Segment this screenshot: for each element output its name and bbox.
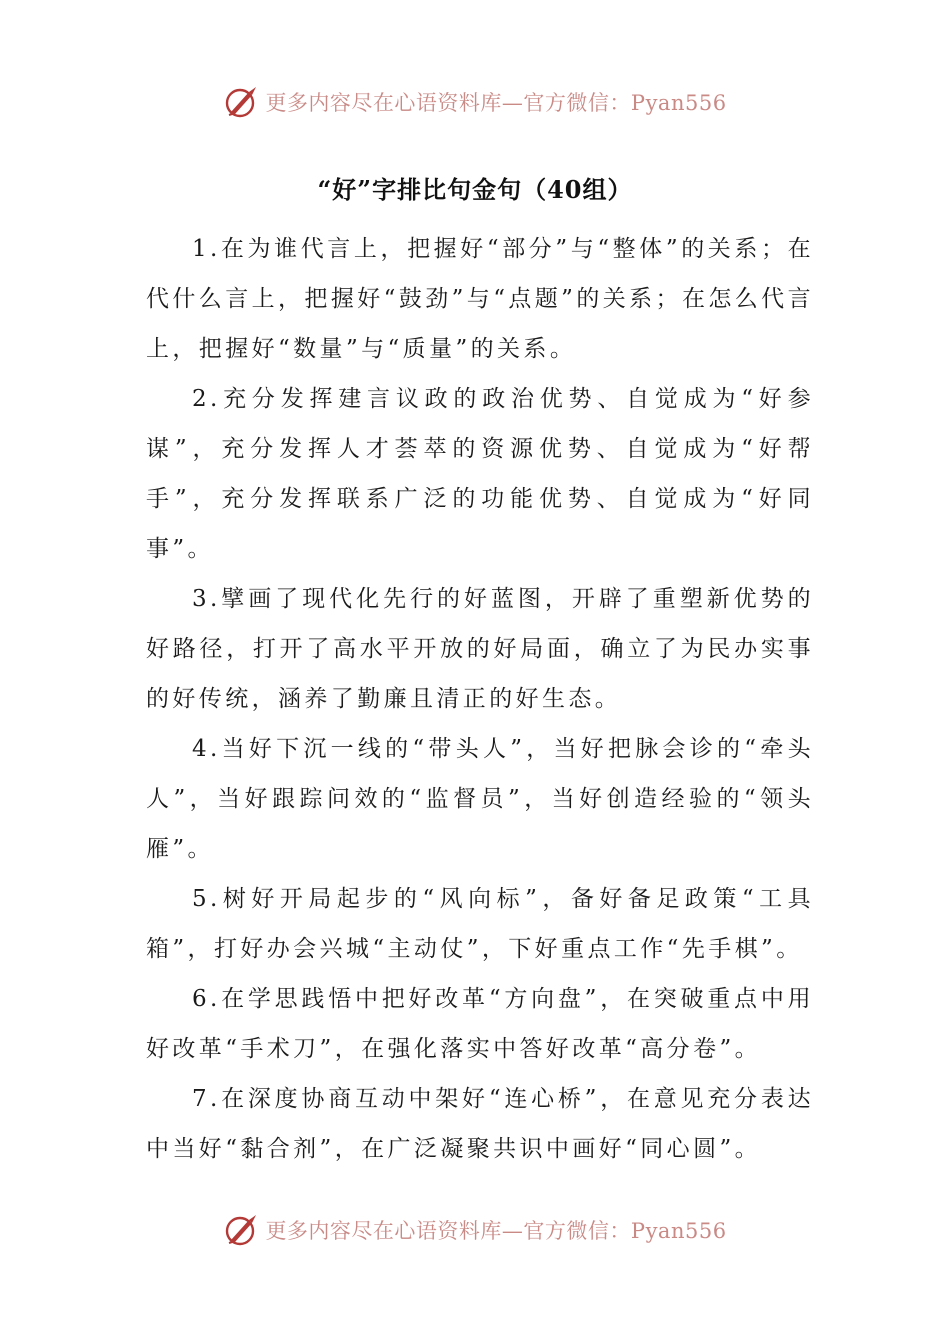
paragraph-4: 4.当好下沉一线的“带头人”，当好把脉会诊的“牵头人”，当好跟踪问效的“监督员”，当好创造经验的“领头雁”。 xyxy=(146,736,814,862)
banner-text: 更多内容尽在心语资料库—官方微信：Pyan556 xyxy=(265,1219,727,1243)
paragraph-3: 3.擘画了现代化先行的好蓝图，开辟了重塑新优势的好路径，打开了高水平开放的好局面，确立了为民办实事的好传统，涵养了勤廉且清正的好生态。 xyxy=(146,586,814,712)
paragraph-2: 2.充分发挥建言议政的政治优势、自觉成为“好参谋”，充分发挥人才荟萃的资源优势、自觉成为“好帮手”，充分发挥联系广泛的功能优势、自觉成为“好同事”。 xyxy=(146,386,814,562)
banner-text: 更多内容尽在心语资料库—官方微信：Pyan556 xyxy=(265,91,727,115)
paragraph-1: 1.在为谁代言上，把握好“部分”与“整体”的关系；在代什么言上，把握好“鼓劲”与“点题”的关系；在怎么代言上，把握好“数量”与“质量”的关系。 xyxy=(146,236,814,362)
quill-pen-circle-icon xyxy=(223,1212,259,1248)
quill-pen-circle-icon xyxy=(223,84,259,120)
paragraph-7: 7.在深度协商互动中架好“连心桥”，在意见充分表达中当好“黏合剂”，在广泛凝聚共识中画好“同心圆”。 xyxy=(146,1086,814,1162)
paragraph-5: 5.树好开局起步的“风向标”，备好备足政策“工具箱”，打好办会兴城“主动仗”，下好重点工作“先手棋”。 xyxy=(146,886,814,962)
footer-watermark-banner xyxy=(0,1208,950,1252)
document-title: “好”字排比句金句（40组） xyxy=(317,175,633,204)
paragraph-6: 6.在学思践悟中把好改革“方向盘”，在突破重点中用好改革“手术刀”，在强化落实中答好改革“高分卷”。 xyxy=(146,986,814,1062)
header-watermark-banner xyxy=(0,80,950,124)
document-body xyxy=(146,224,814,1174)
